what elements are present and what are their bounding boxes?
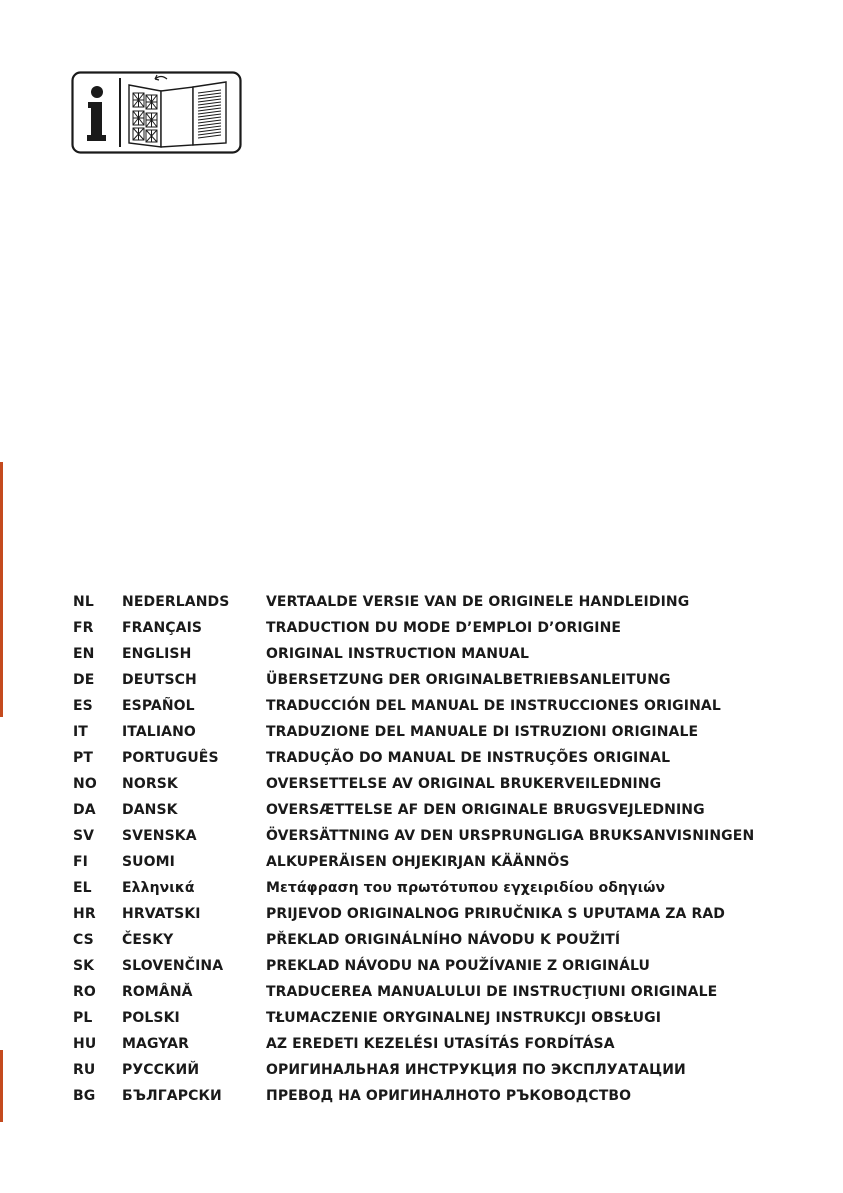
language-code: SK bbox=[73, 958, 95, 974]
language-name: HRVATSKI bbox=[122, 906, 201, 922]
manual-title: TRADUÇÃO DO MANUAL DE INSTRUÇÕES ORIGINAL bbox=[266, 750, 671, 766]
language-name: NORSK bbox=[122, 776, 178, 792]
manual-title: ОРИГИНАЛЬНАЯ ИНСТРУКЦИЯ ПО ЭКСПЛУАТАЦИИ bbox=[266, 1062, 686, 1078]
language-code: NO bbox=[73, 776, 97, 792]
manual-title: TRADUCEREA MANUALULUI DE INSTRUCŢIUNI ORIGINALE bbox=[266, 984, 718, 1000]
language-code: FI bbox=[73, 854, 88, 870]
language-code: CS bbox=[73, 932, 94, 948]
language-code: EN bbox=[73, 646, 95, 662]
language-code: SV bbox=[73, 828, 95, 844]
language-name: DEUTSCH bbox=[122, 672, 197, 688]
language-name: FRANÇAIS bbox=[122, 620, 203, 636]
manual-title: TRADUCCIÓN DEL MANUAL DE INSTRUCCIONES ORIGINAL bbox=[266, 698, 721, 714]
read-manual-icon bbox=[71, 71, 242, 154]
language-code: DA bbox=[73, 802, 96, 818]
language-name: ROMÂNĂ bbox=[122, 984, 193, 1000]
manual-title: Μετάφραση του πρωτότυπου εγχειριδίου οδηγιών bbox=[266, 880, 666, 896]
language-code: NL bbox=[73, 594, 94, 610]
language-code: PT bbox=[73, 750, 94, 766]
manual-title: ÖVERSÄTTNING AV DEN URSPRUNGLIGA BRUKSANVISNINGEN bbox=[266, 828, 755, 844]
language-name: SUOMI bbox=[122, 854, 175, 870]
language-code: HU bbox=[73, 1036, 97, 1052]
language-name: ESPAÑOL bbox=[122, 698, 195, 714]
language-code: BG bbox=[73, 1088, 96, 1104]
manual-title: TŁUMACZENIE ORYGINALNEJ INSTRUKCJI OBSŁUGI bbox=[266, 1010, 662, 1026]
language-name: РУССКИЙ bbox=[122, 1062, 200, 1078]
manual-title: TRADUZIONE DEL MANUALE DI ISTRUZIONI ORIGINALE bbox=[266, 724, 699, 740]
page-edge-marker bbox=[0, 462, 3, 717]
manual-title: ÜBERSETZUNG DER ORIGINALBETRIEBSANLEITUNG bbox=[266, 672, 671, 688]
language-name: SVENSKA bbox=[122, 828, 197, 844]
language-name: ENGLISH bbox=[122, 646, 192, 662]
language-code: PL bbox=[73, 1010, 93, 1026]
manual-title: AZ EREDETI KEZELÉSI UTASÍTÁS FORDÍTÁSA bbox=[266, 1036, 615, 1052]
manual-title: PŘEKLAD ORIGINÁLNÍHO NÁVODU K POUŽITÍ bbox=[266, 932, 621, 948]
language-name: POLSKI bbox=[122, 1010, 180, 1026]
language-code: ES bbox=[73, 698, 93, 714]
manual-title: OVERSETTELSE AV ORIGINAL BRUKERVEILEDNING bbox=[266, 776, 662, 792]
language-code: IT bbox=[73, 724, 88, 740]
language-name: ITALIANO bbox=[122, 724, 196, 740]
manual-title: PREKLAD NÁVODU NA POUŽÍVANIE Z ORIGINÁLU bbox=[266, 958, 651, 974]
language-code: RO bbox=[73, 984, 96, 1000]
language-name: ČESKY bbox=[122, 932, 174, 948]
manual-title: TRADUCTION DU MODE D’EMPLOI D’ORIGINE bbox=[266, 620, 622, 636]
manual-title: VERTAALDE VERSIE VAN DE ORIGINELE HANDLEIDING bbox=[266, 594, 690, 610]
language-code: RU bbox=[73, 1062, 96, 1078]
manual-title: PRIJEVOD ORIGINALNOG PRIRUČNIKA S UPUTAMA ZA RAD bbox=[266, 906, 725, 922]
language-code: HR bbox=[73, 906, 96, 922]
language-name: PORTUGUÊS bbox=[122, 750, 219, 766]
language-name: БЪЛГАРСКИ bbox=[122, 1088, 222, 1104]
page-edge-marker bbox=[0, 1050, 3, 1122]
manual-title: ORIGINAL INSTRUCTION MANUAL bbox=[266, 646, 530, 662]
language-name: Ελληνικά bbox=[122, 880, 195, 896]
language-code: DE bbox=[73, 672, 95, 688]
language-name: NEDERLANDS bbox=[122, 594, 230, 610]
language-name: SLOVENČINA bbox=[122, 958, 224, 974]
language-name: MAGYAR bbox=[122, 1036, 189, 1052]
language-code: FR bbox=[73, 620, 94, 636]
manual-title: ПРЕВОД НА ОРИГИНАЛНОТО РЪКОВОДСТВО bbox=[266, 1088, 632, 1104]
manual-title: ALKUPERÄISEN OHJEKIRJAN KÄÄNNÖS bbox=[266, 854, 570, 870]
language-name: DANSK bbox=[122, 802, 178, 818]
manual-title: OVERSÆTTELSE AF DEN ORIGINALE BRUGSVEJLEDNING bbox=[266, 802, 705, 818]
language-code: EL bbox=[73, 880, 92, 896]
